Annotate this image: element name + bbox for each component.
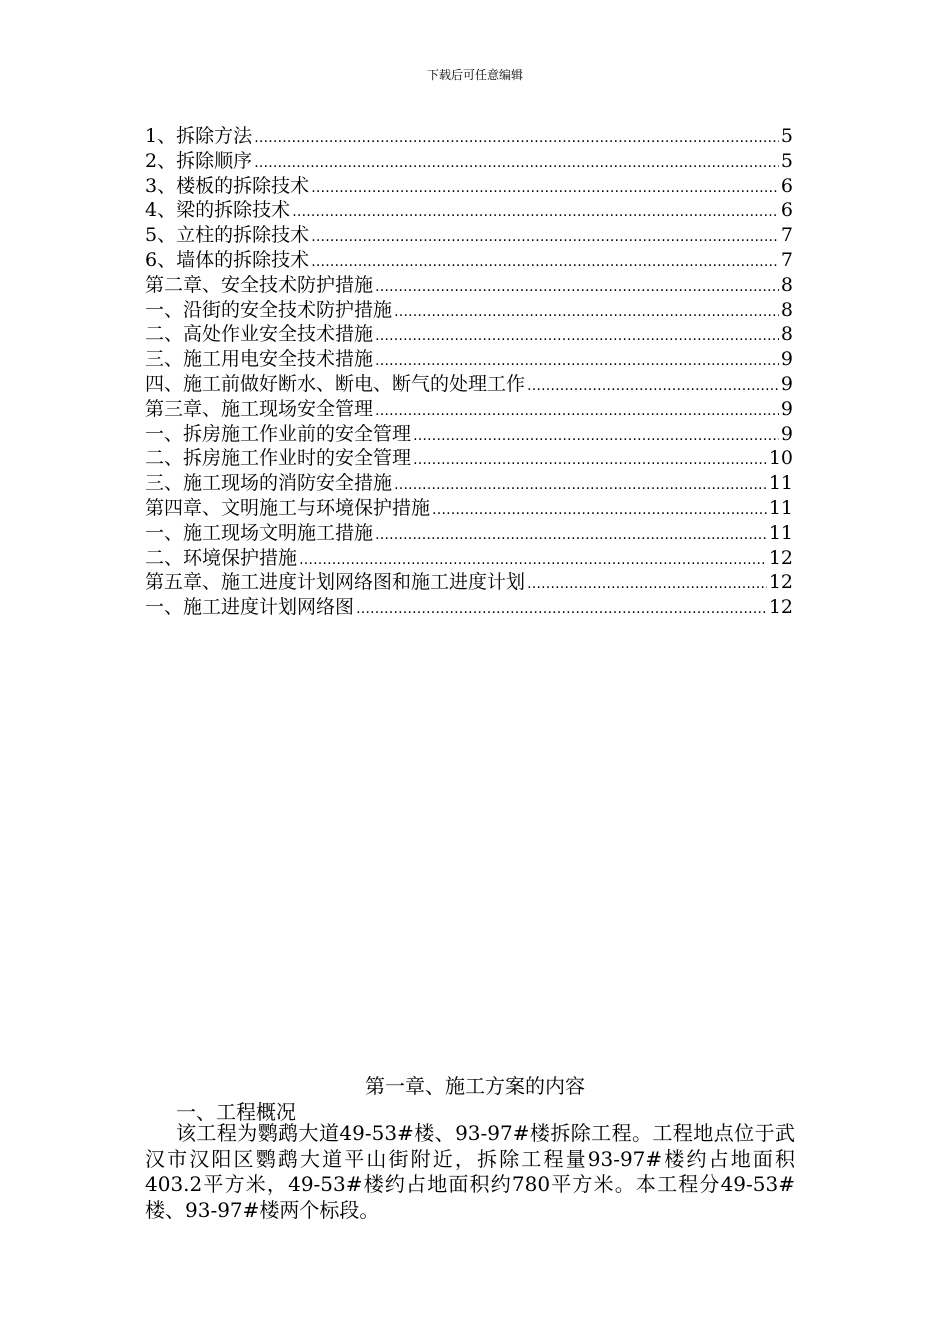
toc-dot-leader: [375, 324, 779, 349]
toc-entry-page: 7: [780, 224, 793, 247]
toc-entry[interactable]: [145, 546, 793, 571]
toc-entry-page: 12: [768, 596, 793, 619]
toc-entry-title: 第五章、施工进度计划网络图和施工进度计划: [145, 571, 526, 594]
toc-entry[interactable]: [145, 496, 793, 521]
toc-entry-page: 5: [780, 149, 793, 172]
toc-entry-page: 10: [768, 447, 793, 470]
toc-entry-title: 第四章、文明施工与环境保护措施: [145, 496, 431, 519]
toc-dot-leader: [375, 275, 779, 300]
toc-entry[interactable]: [145, 372, 793, 397]
toc-dot-leader: [413, 448, 767, 473]
toc-entry-title: 第二章、安全技术防护措施: [145, 273, 374, 296]
toc-entry[interactable]: [145, 174, 793, 199]
toc-entry-page: 11: [768, 472, 793, 495]
toc-dot-leader: [375, 349, 779, 374]
toc-entry[interactable]: [145, 471, 793, 496]
toc-entry-title: 一、沿街的安全技术防护措施: [145, 298, 393, 321]
toc-dot-leader: [292, 200, 779, 225]
toc-entry[interactable]: [145, 322, 793, 347]
toc-entry-title: 二、拆房施工作业时的安全管理: [145, 447, 412, 470]
toc-dot-leader: [311, 176, 779, 201]
toc-entry[interactable]: [145, 397, 793, 422]
toc-entry-title: 第三章、施工现场安全管理: [145, 397, 374, 420]
toc-entry-page: 11: [768, 521, 793, 544]
toc-dot-leader: [394, 300, 779, 325]
toc-dot-leader: [413, 424, 779, 449]
toc-entry-title: 3、楼板的拆除技术: [145, 174, 310, 197]
toc-entry-page: 6: [780, 199, 793, 222]
toc-entry-page: 8: [780, 273, 793, 296]
toc-entry-title: 一、施工进度计划网络图: [145, 596, 355, 619]
toc-entry-page: 9: [780, 422, 793, 445]
toc-entry-title: 二、高处作业安全技术措施: [145, 323, 374, 346]
toc-dot-leader: [311, 225, 779, 250]
toc-entry-title: 二、环境保护措施: [145, 546, 298, 569]
toc-entry-page: 11: [768, 496, 793, 519]
toc-entry[interactable]: [145, 422, 793, 447]
toc-entry-title: 三、施工用电安全技术措施: [145, 348, 374, 371]
toc-entry-title: 5、立柱的拆除技术: [145, 224, 310, 247]
toc-entry-page: 9: [780, 348, 793, 371]
toc-entry-title: 一、施工现场文明施工措施: [145, 521, 374, 544]
toc-entry-title: 一、拆房施工作业前的安全管理: [145, 422, 412, 445]
toc-entry-title: 1、拆除方法: [145, 125, 253, 147]
toc-entry[interactable]: [145, 570, 793, 595]
toc-dot-leader: [299, 548, 767, 573]
toc-entry-title: 四、施工前做好断水、断电、断气的处理工作: [145, 372, 526, 395]
toc-entry-page: 9: [780, 397, 793, 420]
toc-entry-title: 2、拆除顺序: [145, 149, 253, 172]
toc-dot-leader: [356, 597, 767, 622]
toc-entry-page: 6: [780, 174, 793, 197]
section-heading: 一、工程概况: [176, 1100, 296, 1124]
toc-entry[interactable]: [145, 595, 793, 620]
toc-dot-leader: [432, 498, 767, 523]
toc-dot-leader: [375, 399, 779, 424]
toc-entry[interactable]: [145, 347, 793, 372]
toc-dot-leader: [311, 250, 779, 275]
toc-entry-page: 8: [780, 298, 793, 321]
toc-entry[interactable]: [145, 198, 793, 223]
toc-dot-leader: [254, 151, 779, 176]
toc-entry[interactable]: [145, 124, 793, 149]
toc-entry[interactable]: [145, 298, 793, 323]
toc-dot-leader: [254, 126, 779, 151]
toc-entry-page: 12: [768, 571, 793, 594]
toc-dot-leader: [375, 523, 767, 548]
toc-entry-page: 9: [780, 372, 793, 395]
toc-entry[interactable]: [145, 521, 793, 546]
toc-entry[interactable]: [145, 446, 793, 471]
toc-dot-leader: [527, 374, 779, 399]
toc-dot-leader: [527, 572, 767, 597]
toc-entry-title: 6、墙体的拆除技术: [145, 248, 310, 271]
toc-entry-page: 5: [780, 125, 793, 147]
toc-entry-page: 7: [780, 248, 793, 271]
toc-entry[interactable]: [145, 273, 793, 298]
body-paragraph: 该工程为鹦鹉大道49-53#楼、93-97#楼拆除工程。工程地点位于武汉市汉阳区鹦鹉大道平山街附近，拆除工程量93-97#楼约占地面积403.2平方米，49-53#楼约占地面积约780平方米。本工程分49-53#楼、93-97#楼两个标段。: [145, 1121, 795, 1222]
toc-entry-page: 12: [768, 546, 793, 569]
toc-dot-leader: [394, 473, 767, 498]
toc-entry[interactable]: [145, 223, 793, 248]
toc-entry[interactable]: [145, 149, 793, 174]
toc-entry-title: 三、施工现场的消防安全措施: [145, 472, 393, 495]
chapter-title: 第一章、施工方案的内容: [365, 1074, 585, 1098]
toc-entry[interactable]: [145, 248, 793, 273]
page-header-note: 下载后可任意编辑: [426, 68, 523, 82]
toc-entry-page: 8: [780, 323, 793, 346]
table-of-contents: [145, 124, 793, 620]
toc-entry-title: 4、梁的拆除技术: [145, 199, 291, 222]
